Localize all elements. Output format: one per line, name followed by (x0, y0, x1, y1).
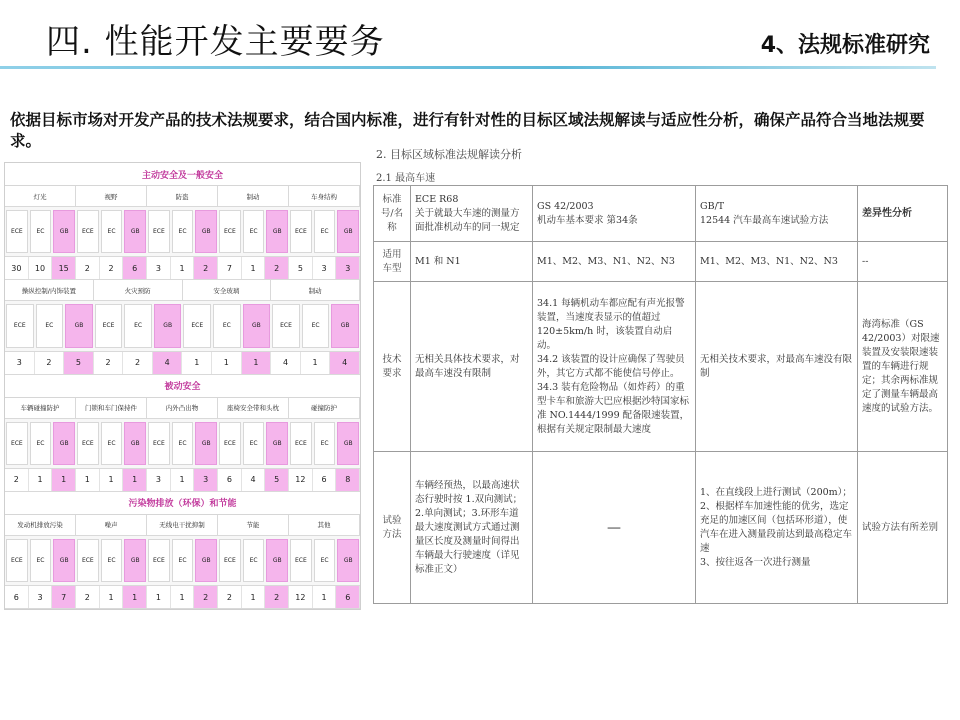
header-cell-diff: 差异性分析 (858, 186, 948, 242)
section-band: 被动安全 (5, 375, 360, 398)
standard-cell: EC (30, 539, 52, 582)
standard-cell: EC (243, 539, 265, 582)
category-label: 内外凸出物 (147, 398, 218, 418)
count-cell: 2 (194, 586, 218, 608)
category-row (5, 186, 360, 207)
count-cell: 1 (29, 469, 53, 491)
standard-cell: EC (213, 304, 241, 347)
category-label: 灯光 (5, 186, 76, 206)
table-cell: M1 和 N1 (411, 242, 533, 282)
category-label: 门锁和车门保持件 (76, 398, 147, 418)
table-cell: 车辆经预热，以最高速状态行驶时按 1.双向测试；2.单向测试；3.环形车道最大速度测试方式通过测量区长度及测量时间得出车辆最大行驶速度（详见标准正文） (411, 452, 533, 604)
category-label: 操纵控制/内饰装置 (5, 280, 94, 300)
header-cell-standard: 标准号/名称 (374, 186, 411, 242)
category-label: 发动机排放污染 (5, 515, 76, 535)
table-cell: 无相关技术要求，对最高车速没有限制 (696, 282, 858, 452)
header-cell-ece: ECE R68 关于就最大车速的测量方面批准机动车的同一规定 (411, 186, 533, 242)
standard-cell: ECE (6, 210, 28, 253)
standard-cell: ECE (148, 422, 170, 465)
table-row (374, 282, 948, 452)
count-cell: 2 (94, 352, 124, 374)
row-label-vehicle: 适用车型 (374, 242, 411, 282)
count-cell: 1 (100, 469, 124, 491)
standard-cell: GB (124, 539, 146, 582)
standard-cell: GB (53, 422, 75, 465)
count-cell: 3 (29, 586, 53, 608)
count-cell: 3 (5, 352, 35, 374)
standard-cell: GB (337, 422, 359, 465)
table-row (374, 242, 948, 282)
count-cell: 1 (76, 469, 100, 491)
standard-row (5, 301, 360, 351)
count-cell: 2 (35, 352, 65, 374)
standard-row (5, 207, 360, 257)
count-cell: 2 (5, 469, 29, 491)
standard-cell: ECE (6, 304, 34, 347)
section-band: 主动安全及一般安全 (5, 163, 360, 186)
standard-row (5, 536, 360, 586)
table-header-row (374, 186, 948, 242)
count-cell: 3 (336, 257, 360, 279)
matrix-section (5, 280, 360, 374)
count-cell: 30 (5, 257, 29, 279)
count-cell: 2 (194, 257, 218, 279)
row-label-tech: 技术要求 (374, 282, 411, 452)
count-cell: 4 (330, 352, 360, 374)
standard-cell: EC (172, 210, 194, 253)
standard-cell: GB (266, 539, 288, 582)
category-label: 制动 (271, 280, 360, 300)
count-cell: 12 (289, 586, 313, 608)
section-band: 污染物排放（环保）和节能 (5, 492, 360, 515)
table-row (374, 452, 948, 604)
standard-cell: ECE (290, 539, 312, 582)
count-cell: 1 (242, 257, 266, 279)
standard-cell: ECE (148, 210, 170, 253)
standard-cell: GB (337, 539, 359, 582)
table-cell: 1、在直线段上进行测试（200m）； 2、根据样车加速性能的优劣，选定充足的加速区间（包括环形道），使汽车在进入测量段前达到最高稳定车速 3、按往返各一次进行测量 (696, 452, 858, 604)
standard-cell: ECE (219, 210, 241, 253)
category-row (5, 398, 360, 419)
category-label: 安全玻璃 (183, 280, 272, 300)
count-cell: 6 (218, 469, 242, 491)
standard-cell: EC (172, 422, 194, 465)
standard-cell: ECE (95, 304, 123, 347)
matrix-section (5, 515, 360, 609)
standard-cell: EC (101, 539, 123, 582)
category-label: 座椅安全带和头枕 (218, 398, 289, 418)
standard-cell: ECE (272, 304, 300, 347)
standard-cell: ECE (219, 539, 241, 582)
standard-cell: GB (195, 539, 217, 582)
count-row (5, 257, 360, 280)
category-label: 无线电干扰抑制 (147, 515, 218, 535)
section-title: 4、法规标准研究 (760, 33, 930, 58)
count-cell: 1 (123, 469, 147, 491)
count-cell: 1 (313, 586, 337, 608)
count-cell: 1 (182, 352, 212, 374)
standard-cell: GB (53, 210, 75, 253)
standard-cell: ECE (77, 539, 99, 582)
standard-cell: GB (337, 210, 359, 253)
count-cell: 3 (194, 469, 218, 491)
count-cell: 2 (218, 586, 242, 608)
standard-cell: GB (154, 304, 182, 347)
standard-cell: GB (53, 539, 75, 582)
standard-cell: ECE (6, 422, 28, 465)
category-label: 节能 (218, 515, 289, 535)
table-cell: 34.1 每辆机动车都应配有声光报警装置，当速度表显示的值超过 120±5km/h 时，该装置自动启动。 34.2 该装置的设计应确保了驾驶员外，其它方式都不能使信号停止。 34.3 装有危险物品（如炸药）的重型卡车和旅游大巴应根据沙特国家标准 NO.1444/1999 配备限速装置，根据有关规定限制最大速度 (533, 282, 696, 452)
standard-cell: EC (314, 422, 336, 465)
category-row (5, 280, 360, 301)
standard-cell: EC (243, 210, 265, 253)
standard-cell: EC (36, 304, 64, 347)
count-cell: 10 (29, 257, 53, 279)
count-cell: 8 (336, 469, 360, 491)
count-cell: 3 (313, 257, 337, 279)
count-cell: 3 (147, 469, 171, 491)
count-cell: 1 (212, 352, 242, 374)
count-cell: 1 (242, 586, 266, 608)
standard-cell: ECE (290, 422, 312, 465)
category-label: 其他 (289, 515, 360, 535)
category-label: 视野 (76, 186, 147, 206)
table-cell: -- (858, 242, 948, 282)
count-cell: 1 (100, 586, 124, 608)
standard-cell: EC (243, 422, 265, 465)
count-cell: 2 (76, 257, 100, 279)
category-label: 火灾预防 (94, 280, 183, 300)
count-cell: 1 (52, 469, 76, 491)
count-cell: 1 (123, 586, 147, 608)
count-cell: 1 (171, 469, 195, 491)
matrix-section (5, 186, 360, 280)
count-cell: 2 (265, 586, 289, 608)
document-heading: 2. 目标区域标准法规解读分析 (376, 148, 522, 161)
standard-cell: GB (124, 210, 146, 253)
table-cell: M1、M2、M3、N1、N2、N3 (533, 242, 696, 282)
standard-cell: EC (172, 539, 194, 582)
count-cell: 6 (336, 586, 360, 608)
category-row (5, 515, 360, 536)
standard-cell: EC (30, 422, 52, 465)
count-row (5, 469, 360, 492)
document-subheading: 2.1 最高车速 (376, 173, 436, 184)
table-cell: M1、M2、M3、N1、N2、N3 (696, 242, 858, 282)
standard-cell: EC (101, 210, 123, 253)
standard-cell: GB (195, 210, 217, 253)
count-cell: 5 (64, 352, 94, 374)
max-speed-comparison-table (373, 185, 948, 604)
count-cell: 6 (313, 469, 337, 491)
count-cell: 4 (242, 469, 266, 491)
count-cell: 1 (242, 352, 272, 374)
standard-cell: EC (302, 304, 330, 347)
table-cell: 无相关具体技术要求，对最高车速没有限制 (411, 282, 533, 452)
count-cell: 2 (100, 257, 124, 279)
standard-cell: ECE (219, 422, 241, 465)
category-label: 防盗 (147, 186, 218, 206)
standard-cell: GB (65, 304, 93, 347)
table-cell: 海湾标准（GS 42/2003）对限速装置及安装限速装置的车辆进行规定；其余两标准规定了测量车辆最高速度的试验方法。 (858, 282, 948, 452)
category-label: 车身结构 (289, 186, 360, 206)
standard-cell: EC (314, 210, 336, 253)
count-cell: 1 (147, 586, 171, 608)
standard-cell: GB (331, 304, 359, 347)
standard-cell: GB (124, 422, 146, 465)
count-cell: 6 (123, 257, 147, 279)
category-label: 噪声 (76, 515, 147, 535)
standard-cell: EC (30, 210, 52, 253)
header-cell-gb: GB/T 12544 汽车最高车速试验方法 (696, 186, 858, 242)
category-label: 制动 (218, 186, 289, 206)
intro-text: 依据目标市场对开发产品的技术法规要求，结合国内标准，进行有针对性的目标区域法规解读与适应性分析，确保产品符合当地法规要求。 (10, 111, 925, 150)
count-cell: 2 (76, 586, 100, 608)
standard-cell: GB (266, 422, 288, 465)
standard-cell: EC (101, 422, 123, 465)
count-cell: 4 (271, 352, 301, 374)
count-cell: 6 (5, 586, 29, 608)
count-cell: 1 (171, 586, 195, 608)
count-cell: 15 (52, 257, 76, 279)
matrix-section (5, 398, 360, 492)
standard-cell: ECE (290, 210, 312, 253)
count-cell: 5 (265, 469, 289, 491)
table-cell: 试验方法有所差别 (858, 452, 948, 604)
header-cell-gs: GS 42/2003 机动车基本要求 第34条 (533, 186, 696, 242)
regulation-matrix (4, 162, 361, 610)
standard-cell: GB (243, 304, 271, 347)
category-label: 车辆碰撞防护 (5, 398, 76, 418)
standard-cell: GB (195, 422, 217, 465)
count-cell: 3 (147, 257, 171, 279)
count-cell: 7 (52, 586, 76, 608)
title-divider (0, 66, 936, 69)
standard-cell: GB (266, 210, 288, 253)
standard-cell: EC (124, 304, 152, 347)
standard-cell: ECE (6, 539, 28, 582)
row-label-test: 试验方法 (374, 452, 411, 604)
standard-row (5, 419, 360, 469)
count-cell: 1 (171, 257, 195, 279)
count-cell: 1 (301, 352, 331, 374)
standard-cell: ECE (77, 210, 99, 253)
page-title: 四. 性能开发主要要务 (46, 22, 385, 62)
count-cell: 7 (218, 257, 242, 279)
count-row (5, 352, 360, 375)
table-cell: — (533, 452, 696, 604)
standard-cell: ECE (77, 422, 99, 465)
count-cell: 2 (265, 257, 289, 279)
count-cell: 12 (289, 469, 313, 491)
standard-cell: ECE (183, 304, 211, 347)
count-cell: 2 (123, 352, 153, 374)
category-label: 碰撞防护 (289, 398, 360, 418)
count-cell: 5 (289, 257, 313, 279)
count-cell: 4 (153, 352, 183, 374)
standard-cell: EC (314, 539, 336, 582)
count-row (5, 586, 360, 609)
standard-cell: ECE (148, 539, 170, 582)
